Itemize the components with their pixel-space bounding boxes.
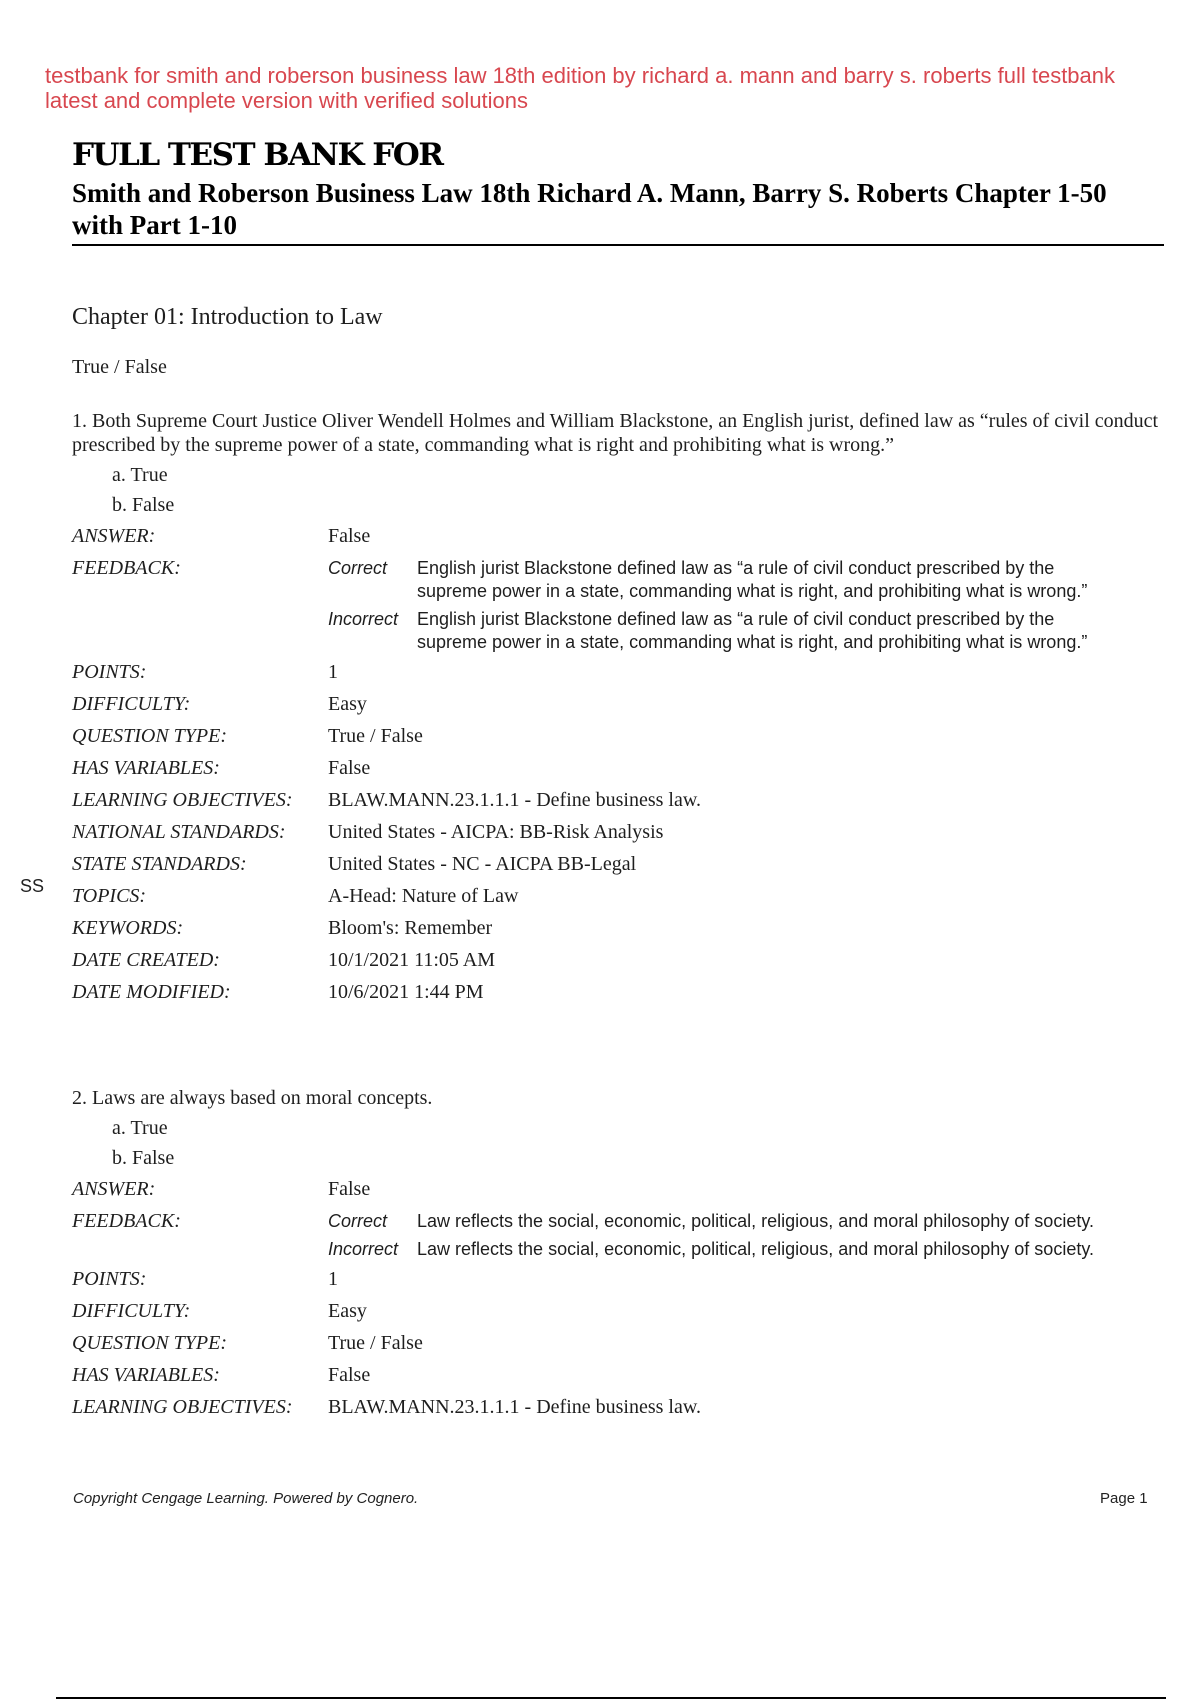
feedback-label: FEEDBACK: [72,557,181,579]
keywords-label: KEYWORDS: [72,917,184,939]
question-type-value: True / False [328,1332,423,1354]
learning-objectives-value: BLAW.MANN.23.1.1.1 - Define business law. [328,789,701,811]
topics-label: TOPICS: [72,885,147,907]
feedback-incorrect [328,1238,1172,1261]
has-variables-row [72,1359,1172,1391]
difficulty-value: Easy [328,1300,367,1322]
document-header [72,138,1164,241]
chapter-title: Chapter 01: Introduction to Law [72,304,383,330]
option-b: b. False [112,494,175,516]
section-heading: True / False [72,356,167,378]
question-type-label: QUESTION TYPE: [72,725,228,747]
state-standards-row [72,848,1172,880]
date-created-label: DATE CREATED: [72,949,220,971]
question-2 [72,1086,1172,1423]
feedback-block [328,557,1172,654]
option-b: b. False [112,1147,175,1169]
learning-objectives-label: LEARNING OBJECTIVES: [72,1396,293,1418]
answer-label: ANSWER: [72,1178,156,1200]
feedback-incorrect-text: English jurist Blackstone defined law as “a rule of civil conduct prescribed by the supreme power in a state, commanding what is right, and prohibiting what is wrong.” [417,609,1088,652]
points-label: POINTS: [72,1268,147,1290]
feedback-label: FEEDBACK: [72,1210,181,1232]
feedback-incorrect-label: Incorrect [328,609,399,629]
feedback-block [328,1210,1172,1261]
answer-label: ANSWER: [72,525,156,547]
option-a: a. True [112,1117,168,1139]
points-row [72,656,1172,688]
learning-objectives-label: LEARNING OBJECTIVES: [72,789,293,811]
feedback-row [72,552,1172,656]
question-text: 2. Laws are always based on moral concepts. [72,1087,433,1109]
question-type-row [72,720,1172,752]
feedback-correct [328,1210,1172,1233]
topics-value: A-Head: Nature of Law [328,885,519,907]
feedback-incorrect-label: Incorrect [328,1239,399,1259]
header-subtitle [72,177,1164,241]
difficulty-label: DIFFICULTY: [72,693,191,715]
feedback-correct-label: Correct [328,558,388,578]
date-modified-value: 10/6/2021 1:44 PM [328,981,484,1003]
difficulty-label: DIFFICULTY: [72,1300,191,1322]
question-type-value: True / False [328,725,423,747]
has-variables-value: False [328,757,371,779]
national-standards-value: United States - AICPA: BB-Risk Analysis [328,821,664,843]
date-created-value: 10/1/2021 11:05 AM [328,949,496,971]
date-modified-row [72,976,1172,1008]
answer-row [72,520,1172,552]
answer-value: False [328,1178,371,1200]
option-a: a. True [112,464,168,486]
has-variables-label: HAS VARIABLES: [72,1364,220,1386]
question-1 [72,409,1172,1008]
date-modified-label: DATE MODIFIED: [72,981,231,1003]
feedback-correct [328,557,1172,603]
footer-copyright: Copyright Cengage Learning. Powered by Cognero. [73,1490,419,1507]
has-variables-value: False [328,1364,371,1386]
question-type-label: QUESTION TYPE: [72,1332,228,1354]
margin-mark: SS [20,876,45,896]
has-variables-row [72,752,1172,784]
question-type-row [72,1327,1172,1359]
feedback-row [72,1205,1172,1263]
header-divider [72,244,1164,246]
answer-value: False [328,525,371,547]
feedback-incorrect [328,608,1172,654]
question-text: 1. Both Supreme Court Justice Oliver Wendell Holmes and William Blackstone, an English jurist, defined law as “rules of civil conduct prescribed by the supreme power of a state, commanding what is right and prohibiting what is wrong.” [72,410,1159,456]
has-variables-label: HAS VARIABLES: [72,757,220,779]
difficulty-value: Easy [328,693,367,715]
keywords-value: Bloom's: Remember [328,917,493,939]
topics-row [72,880,1172,912]
feedback-incorrect-text: Law reflects the social, economic, political, religious, and moral philosophy of society. [417,1239,1094,1259]
feedback-correct-label: Correct [328,1211,388,1231]
bottom-divider [56,1697,1166,1699]
banner-line-1: testbank for smith and roberson business law 18th edition by richard a. mann and barry s. roberts full testbank [45,63,1116,88]
keywords-row [72,912,1172,944]
national-standards-row [72,816,1172,848]
points-row [72,1263,1172,1295]
learning-objectives-row [72,784,1172,816]
learning-objectives-row [72,1391,1172,1423]
points-value: 1 [328,661,338,683]
feedback-correct-text: Law reflects the social, economic, political, religious, and moral philosophy of society. [417,1211,1094,1231]
points-value: 1 [328,1268,338,1290]
answer-row [72,1173,1172,1205]
date-created-row [72,944,1172,976]
difficulty-row [72,1295,1172,1327]
banner-line-2: latest and complete version with verified solutions [45,88,529,113]
difficulty-row [72,688,1172,720]
watermark-banner [45,63,1200,113]
state-standards-label: STATE STANDARDS: [72,853,247,875]
footer-page-number: Page 1 [1100,1490,1148,1507]
header-subtitle-line-2: with Part 1-10 [72,210,237,240]
points-label: POINTS: [72,661,147,683]
state-standards-value: United States - NC - AICPA BB-Legal [328,853,637,875]
learning-objectives-value: BLAW.MANN.23.1.1.1 - Define business law. [328,1396,701,1418]
feedback-correct-text: English jurist Blackstone defined law as “a rule of civil conduct prescribed by the supreme power in a state, commanding what is right, and prohibiting what is wrong.” [417,558,1088,601]
header-title: FULL TEST BANK FOR [72,137,443,173]
header-subtitle-line-1: Smith and Roberson Business Law 18th Richard A. Mann, Barry S. Roberts Chapter 1-50 [72,178,1107,208]
national-standards-label: NATIONAL STANDARDS: [72,821,286,843]
